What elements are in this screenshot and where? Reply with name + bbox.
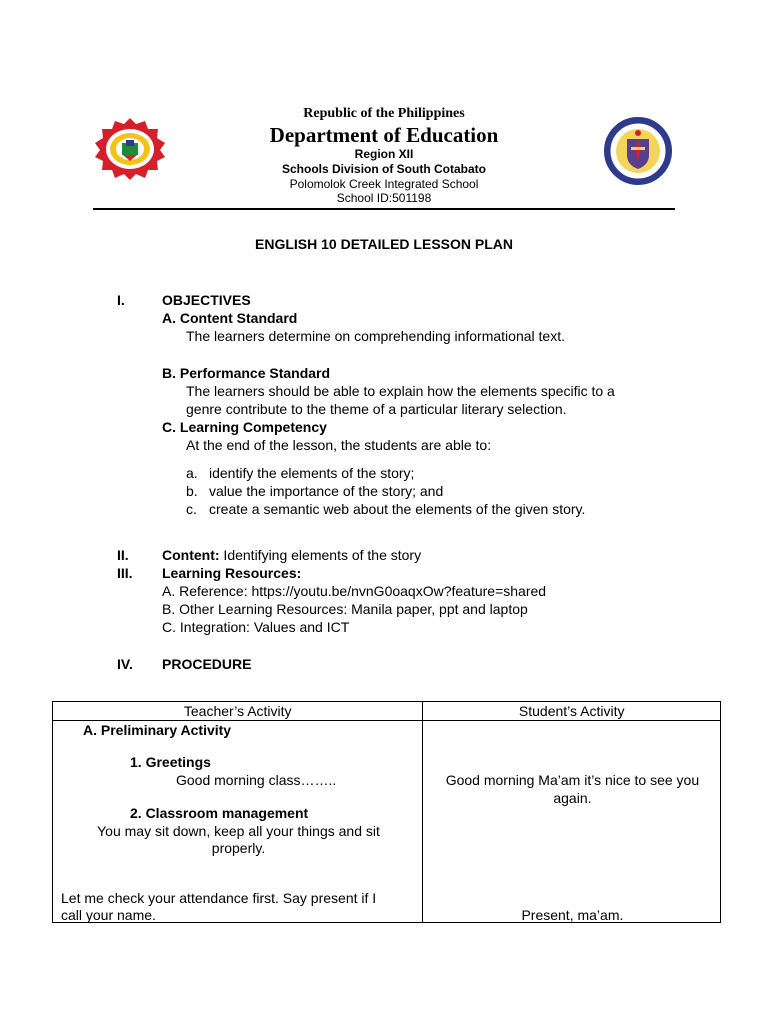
competency-item-c: create a semantic web about the elements of the given story.	[209, 501, 586, 517]
resources-numeral: III.	[117, 565, 133, 581]
content-standard-label: A. Content Standard	[162, 310, 298, 326]
procedure-table-row	[53, 721, 721, 923]
learning-competency-intro: At the end of the lesson, the students are able to:	[186, 437, 492, 453]
teacher-activity-cell	[53, 721, 423, 923]
objectives-numeral: I.	[117, 292, 125, 308]
classroom-management-text-1: You may sit down, keep all your things and sit	[97, 823, 380, 839]
header-region: Region XII	[354, 147, 414, 161]
student-activity-header: Student’s Activity	[423, 702, 721, 721]
resource-other: B. Other Learning Resources: Manila paper, ppt and laptop	[162, 601, 528, 617]
header-division: Schools Division of South Cotabato	[282, 162, 486, 176]
greetings-teacher-text: Good morning class……..	[176, 772, 337, 788]
teacher-activity-header: Teacher’s Activity	[53, 702, 423, 721]
competency-marker-b: b.	[186, 483, 198, 499]
content-text: Identifying elements of the story	[219, 547, 422, 563]
resource-integration: C. Integration: Values and ICT	[162, 619, 350, 635]
resource-reference[interactable]: A. Reference: https://youtu.be/nvnG0oaqxOw?feature=shared	[162, 583, 547, 599]
student-activity-cell	[423, 721, 721, 923]
greetings-student-text-1: Good morning Ma’am it’s nice to see you	[445, 772, 700, 788]
resources-label: Learning Resources:	[162, 565, 302, 581]
header-school: Polomolok Creek Integrated School	[289, 177, 479, 191]
greetings-label: 1. Greetings	[130, 754, 211, 770]
preliminary-activity-label: A. Preliminary Activity	[83, 722, 232, 738]
procedure-numeral: IV.	[117, 656, 133, 672]
performance-standard-text-2: genre contribute to the theme of a particular literary selection.	[186, 401, 567, 417]
performance-standard-label: B. Performance Standard	[162, 365, 331, 381]
learning-competency-label: C. Learning Competency	[162, 419, 327, 435]
competency-marker-c: c.	[186, 501, 197, 517]
procedure-table-header-row	[53, 702, 721, 721]
performance-standard-text-1: The learners should be able to explain how the elements specific to a	[186, 383, 615, 399]
classroom-management-label: 2. Classroom management	[130, 805, 309, 821]
content-numeral: II.	[117, 547, 129, 563]
classroom-management-text-2: properly.	[211, 840, 266, 856]
content-label: Content:	[162, 547, 220, 563]
attendance-text-1: Let me check your attendance first. Say present if I	[61, 890, 377, 906]
content-standard-text: The learners determine on comprehending informational text.	[186, 328, 565, 344]
header-divider	[93, 208, 675, 210]
greetings-student-text-2: again.	[553, 790, 592, 806]
competency-item-b: value the importance of the story; and	[209, 483, 444, 499]
competency-item-a: identify the elements of the story;	[209, 465, 415, 481]
competency-marker-a: a.	[186, 465, 198, 481]
attendance-student-text: Present, ma’am.	[521, 907, 624, 923]
content-line	[162, 546, 421, 564]
attendance-text-2: call your name.	[61, 907, 156, 923]
lesson-title: ENGLISH 10 DETAILED LESSON PLAN	[255, 236, 513, 252]
header-school-id: School ID:501198	[336, 191, 432, 205]
procedure-table	[52, 701, 721, 923]
header-republic: Republic of the Philippines	[303, 106, 465, 121]
objectives-heading: OBJECTIVES	[162, 292, 251, 308]
header-department: Department of Education	[269, 123, 499, 147]
procedure-heading: PROCEDURE	[162, 656, 252, 672]
